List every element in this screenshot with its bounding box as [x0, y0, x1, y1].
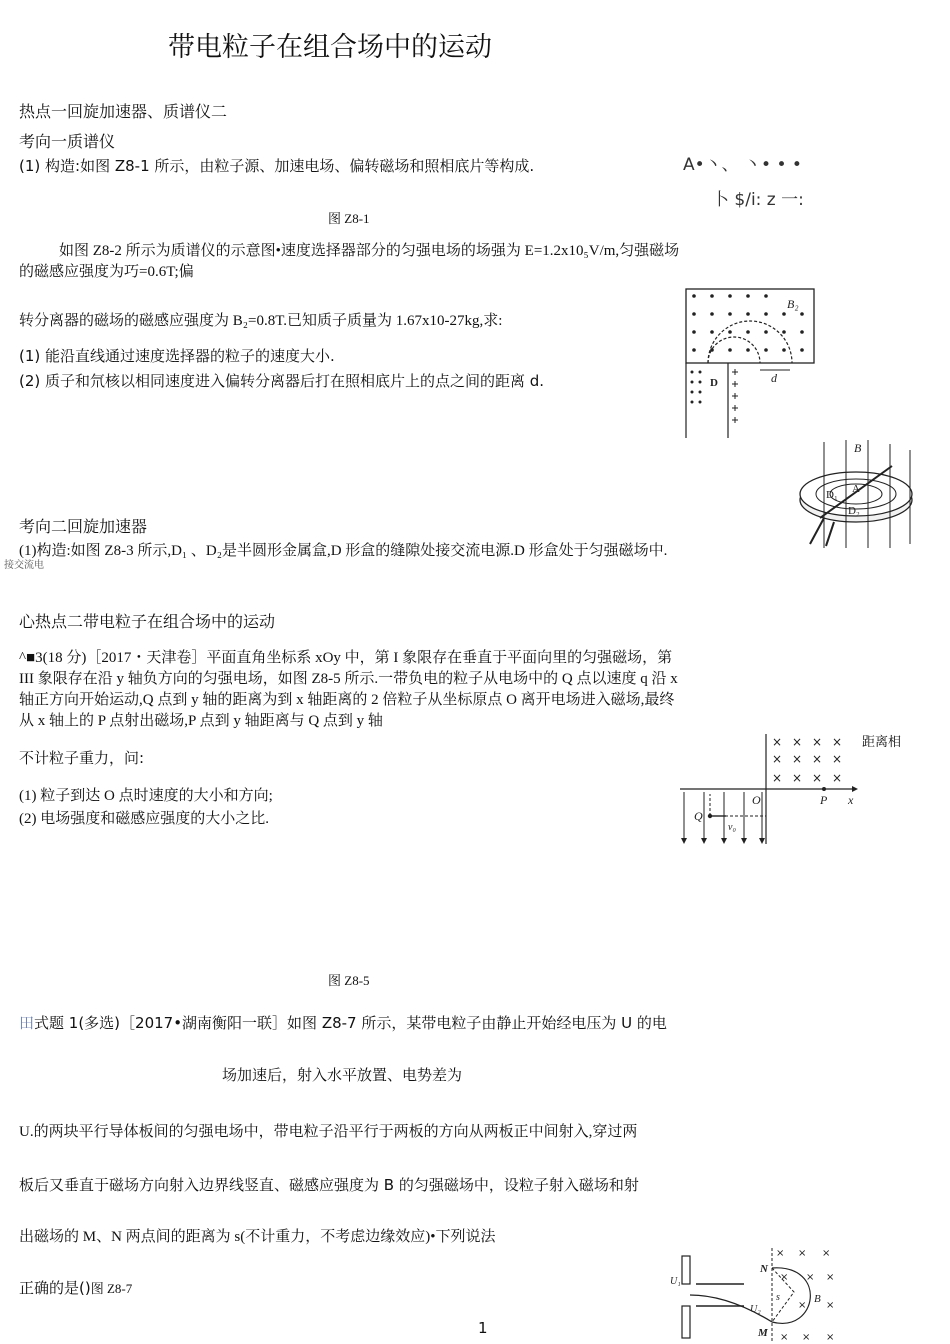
svg-text:×: ×	[812, 735, 823, 749]
label-d: d	[771, 371, 777, 385]
svg-text:×: ×	[792, 735, 803, 749]
label-m: M	[758, 1327, 768, 1339]
figure-z8-7	[668, 1244, 840, 1344]
section-heading-2: 心热点二带电粒子在组合场中的运动	[19, 612, 276, 631]
training-answer-prompt: 正确的是()	[19, 1279, 91, 1297]
question-1: (1) 能沿直线通过速度选择器的粒子的速度大小.	[19, 347, 335, 365]
page-title: 带电粒子在组合场中的运动	[168, 32, 492, 63]
page-number: 1	[478, 1319, 488, 1337]
figure-z8-5	[678, 734, 862, 848]
question-2: (2) 质子和氘核以相同速度进入偏转分离器后打在照相底片上的点之间的距离 d.	[19, 372, 545, 390]
label-s: s	[776, 1292, 780, 1303]
caption-z8-1: 图 Z8-1	[328, 211, 370, 226]
paragraph-construction-1: (1) 构造:如图 Z8-1 所示，由粒子源、加速电场、偏转磁场和照相底片等构成.	[19, 157, 535, 175]
paragraph-cyclotron: (1)构造:如图 Z8-3 所示,D₁ 、D₂是半圆形金属盒,D 形盒的缝隙处接交流电源.D 形盒处于匀强磁场中.	[19, 543, 668, 559]
svg-text:×: ×	[802, 1332, 811, 1343]
svg-text:×: ×	[806, 1272, 815, 1283]
label-d1: D₁	[826, 489, 838, 501]
label-d2: D₂	[848, 505, 860, 517]
scan-noise-1: A•丶、 丶• • •	[683, 155, 802, 175]
svg-text:×: ×	[792, 771, 803, 785]
figure-z8-2	[684, 286, 820, 441]
example-3-problem: ^■3(18 分)［2017・天津卷］平面直角坐标系 xOy 中，第 I 象限存在垂直于平面向里的匀强磁场，第 III 象限存在沿 y 轴负方向的匀强电场，如图 Z8-5 所示.一带负电的粒子从电场中的 Q 点以速度 q 沿 x 轴正方向开始运动,Q 点到 y 轴的距离为到 x 轴距离的 2 倍粒子从坐标原点 O 离开电场进入磁场,最终从 x 轴上的 P 点射出磁场,P 点到 y 轴距离与 Q 点到 y 轴	[19, 650, 678, 729]
label-q: Q	[694, 809, 703, 823]
label-o: O	[752, 793, 761, 807]
svg-text:×: ×	[832, 771, 843, 785]
label-n: N	[760, 1263, 768, 1275]
example-3-note: 不计粒子重力，问:	[19, 749, 145, 767]
svg-text:×: ×	[780, 1332, 789, 1343]
label-p: P	[820, 793, 828, 807]
svg-text:×: ×	[798, 1300, 807, 1311]
svg-text:×: ×	[776, 1248, 785, 1259]
label-u1: U₁	[670, 1276, 681, 1287]
side-note: 接交流电	[4, 560, 44, 571]
training-line-2: 场加速后，射入水平放置、电势差为	[222, 1066, 463, 1084]
svg-text:×: ×	[832, 752, 843, 766]
scan-noise-2: 卜 $/i: z 一:	[712, 190, 804, 210]
caption-z8-7: 图 Z8-7	[90, 1281, 133, 1296]
training-problem-1	[19, 1013, 667, 1034]
example-3-cutoff: 距离相	[862, 735, 902, 750]
svg-text:×: ×	[780, 1272, 789, 1283]
label-b: B	[854, 441, 862, 455]
training-problem-text: 式题 1(多选)［2017•湖南衡阳一联］如图 Z8-7 所示，某带电粒子由静止开始经电压为 U 的电	[34, 1014, 667, 1032]
svg-text:×: ×	[822, 1248, 831, 1259]
svg-text:×: ×	[826, 1300, 835, 1311]
svg-text:×: ×	[826, 1272, 835, 1283]
label-v0: v₀	[728, 822, 736, 833]
training-marker: 田	[19, 1014, 35, 1032]
example-3-question-1: (1) 粒子到达 O 点时速度的大小和方向;	[19, 788, 273, 804]
label-u2: U₂	[750, 1304, 761, 1315]
label-d-box: D	[710, 377, 718, 389]
svg-text:×: ×	[792, 752, 803, 766]
svg-text:×: ×	[812, 752, 823, 766]
training-line-3: U.的两块平行导体板间的匀强电场中，带电粒子沿平行于两板的方向从两板正中间射入,穿过两	[19, 1124, 638, 1140]
example-3-question-2: (2) 电场强度和磁感应强度的大小之比.	[19, 811, 269, 827]
svg-text:×: ×	[832, 735, 843, 749]
paragraph-mass-spectrometer: 如图 Z8-2 所示为质谱仪的示意图•速度选择器部分的匀强电场的场强为 E=1.2x10₅V/m,匀强磁场的磁感应强度为巧=0.6T;偏	[19, 243, 680, 280]
label-b: B	[814, 1293, 821, 1305]
label-b2: B₂	[787, 297, 799, 311]
subsection-heading-2: 考向二回旋加速器	[19, 517, 148, 536]
svg-text:×: ×	[826, 1332, 835, 1343]
svg-text:×: ×	[772, 735, 783, 749]
label-a: A	[852, 483, 860, 495]
label-x: x	[848, 793, 854, 807]
caption-z8-5: 图 Z8-5	[328, 973, 370, 988]
svg-text:×: ×	[772, 752, 783, 766]
svg-text:×: ×	[772, 771, 783, 785]
subsection-heading-1: 考向一质谱仪	[19, 132, 116, 151]
section-heading-1: 热点一回旋加速器、质谱仪二	[19, 102, 228, 121]
figure-z8-3	[790, 436, 920, 554]
training-line-6	[19, 1278, 132, 1299]
svg-text:×: ×	[798, 1248, 807, 1259]
training-line-5: 出磁场的 M、N 两点间的距离为 s(不计重力，不考虑边缘效应)•下列说法	[19, 1229, 496, 1245]
svg-text:×: ×	[812, 771, 823, 785]
paragraph-separator-field: 转分离器的磁场的磁感应强度为 B₂=0.8T.已知质子质量为 1.67x10-27kg,求:	[19, 313, 503, 329]
training-line-4: 板后又垂直于磁场方向射入边界线竖直、磁感应强度为 B 的匀强磁场中，设粒子射入磁场和射	[19, 1176, 639, 1194]
